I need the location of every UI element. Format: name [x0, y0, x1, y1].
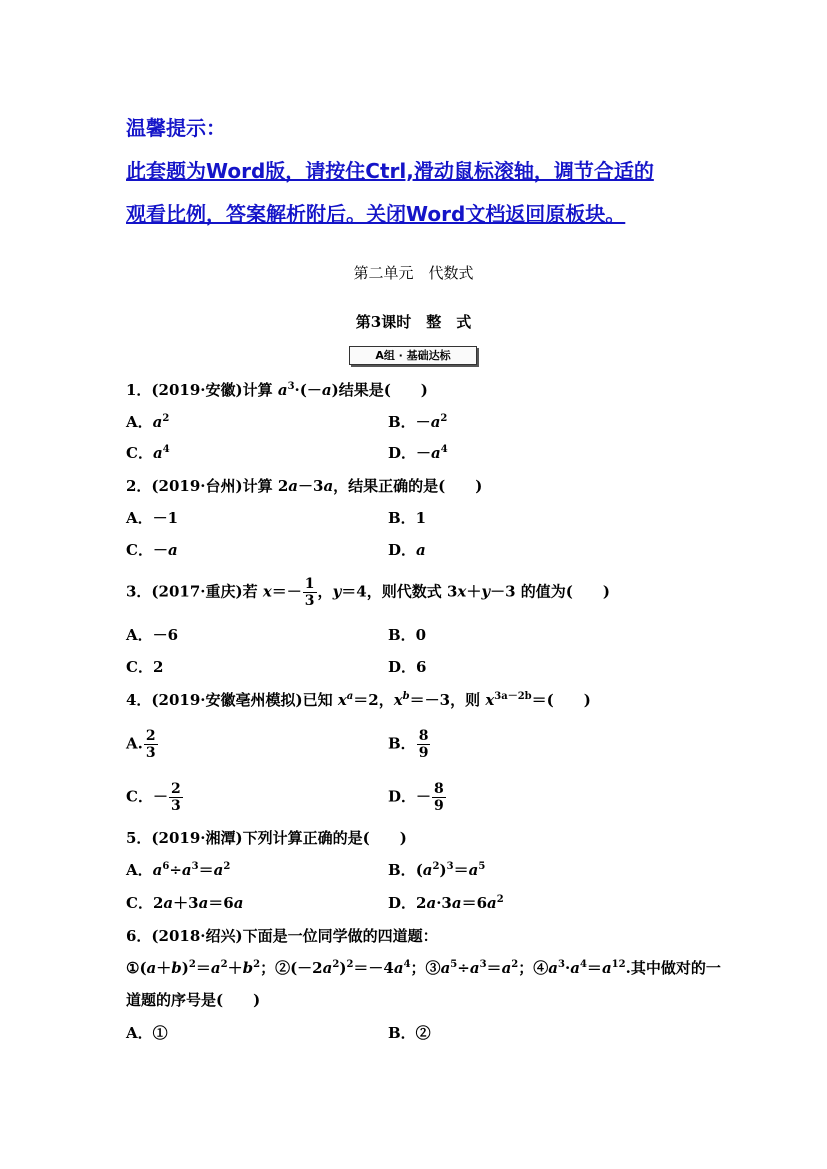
unit-title: 第二单元 代数式	[353, 264, 474, 282]
question-6: 6．(2018·绍兴)下面是一位同学做的四道题：	[126, 927, 438, 945]
q2-option-d[interactable]: D．a	[388, 541, 426, 559]
q3-option-c[interactable]: C．2	[126, 658, 164, 676]
question-1: 1．(2019·安徽)计算 $a^3\cdot(-a)$结果是( )	[126, 381, 428, 399]
q1-option-b[interactable]: B．$-a^2$	[388, 413, 448, 431]
q5-option-b[interactable]: B．$(a^2)^3=a^5$	[388, 861, 486, 879]
q6-option-b[interactable]: B．②	[388, 1024, 431, 1042]
q5-option-c[interactable]: C．2a＋3a＝6a	[126, 894, 244, 912]
notice-heading: 温馨提示：	[126, 116, 226, 140]
notice-line-1: 此套题为Word版，请按住Ctrl,滑动鼠标滚轴，调节合适的	[126, 159, 654, 183]
lesson-title: 第3课时 整 式	[355, 313, 472, 331]
question-2: 2．(2019·台州)计算 2a－3a，结果正确的是( )	[126, 477, 483, 495]
q2-option-b[interactable]: B．1	[388, 509, 427, 527]
q1-option-d[interactable]: D．$-a^4$	[388, 444, 448, 462]
q5-option-d[interactable]: D．$2a\cdot 3a=6a^2$	[388, 894, 504, 912]
q4-option-b[interactable]: B． $\frac{8}{9}$	[388, 728, 429, 761]
fraction-one-third: $\frac{1}{3}$	[304, 576, 315, 609]
q3-option-a[interactable]: A．－6	[126, 626, 179, 644]
q1-option-c[interactable]: C．$a^4$	[126, 444, 170, 462]
group-banner: A组 · 基础达标	[349, 346, 477, 365]
q2-option-a[interactable]: A．－1	[126, 509, 179, 527]
question-6-items: $①(a+b)^2=a^2+b^2$；$②(-2a^2)^2=-4a^4$；$③a^5\div a^3=a^2$；$④a^3\cdot a^4=a^{12}$.其中做对的一	[126, 959, 721, 977]
question-3: 3．(2017·重庆)若 x＝－ $\frac{1}{3}$ ，y＝4，则代数式 3x＋y－3 的值为( )	[126, 576, 610, 609]
q5-option-a[interactable]: A．$a^6\div a^3=a^2$	[126, 861, 231, 879]
question-4: 4．(2019·安徽亳州模拟)已知 $x^a=2$，$x^b=-3$，则 $x^{3a-2b}=$( )	[126, 691, 591, 709]
question-5: 5．(2019·湘潭)下列计算正确的是( )	[126, 829, 407, 847]
q4-option-a[interactable]: A. $\frac{2}{3}$	[126, 728, 156, 761]
q1-option-a[interactable]: A．$a^2$	[126, 413, 170, 431]
notice-line-2: 观看比例，答案解析附后。关闭Word文档返回原板块。	[126, 202, 626, 226]
q3-option-d[interactable]: D．6	[388, 658, 427, 676]
q4-option-d[interactable]: D．－ $\frac{8}{9}$	[388, 781, 444, 814]
question-6-line3: 道题的序号是( )	[126, 991, 261, 1009]
q4-option-c[interactable]: C．－ $\frac{2}{3}$	[126, 781, 181, 814]
q3-option-b[interactable]: B．0	[388, 626, 427, 644]
q6-option-a[interactable]: A．①	[126, 1024, 168, 1042]
q2-option-c[interactable]: C．－a	[126, 541, 178, 559]
